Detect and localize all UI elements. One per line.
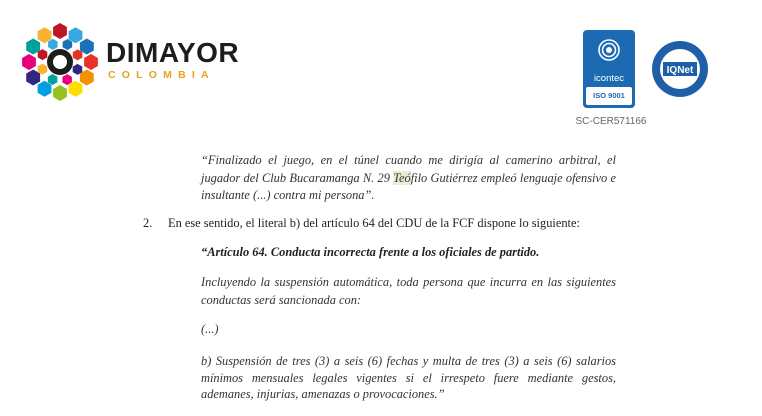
logo-hexagon (84, 54, 98, 70)
certificate-code: SC-CER571166 (575, 116, 647, 127)
icontec-ring-icon (597, 38, 621, 62)
document-header (0, 0, 762, 135)
quote-text-end: filo Gutiérrez empleó lenguaje ofensivo e insultante (...) contra mi persona”. (201, 170, 616, 202)
logo-hexagon (62, 74, 72, 85)
article-literal-b: b) Suspensión de tres (3) a seis (6) fechas y multa de tres (3) a seis (6) salarios mínimos mensuales legales vigentes si el irrespeto fuere mediante gestos, ademanes, injurias, amenazas o provocaciones.” (201, 354, 616, 401)
logo-hexagon (22, 54, 36, 70)
referee-report-quote (201, 152, 616, 205)
quote-text-start: “Finalizado el juego, en el túnel cuando me dirigía al camerino arbitral, el jugador del Club Bucaramanga N. 29 (201, 153, 616, 185)
logo-hexagon (48, 39, 58, 50)
iqnet-seal-icon (651, 40, 709, 98)
iso-label: ISO 9001 (586, 87, 632, 105)
logo-hexagon (63, 39, 73, 50)
highlighted-text: Teó (393, 170, 411, 185)
logo-hexagon (53, 23, 67, 39)
icontec-certification-badge (583, 30, 635, 108)
list-item-number: 2. (143, 216, 153, 230)
article-paragraph: Incluyendo la suspensión automática, toda persona que incurra en las siguientes conductas será sancionada con: (201, 275, 616, 307)
icontec-label: icontec (593, 73, 625, 84)
logo-hexagon (38, 81, 52, 97)
omission-marker: (...) (201, 322, 219, 336)
brand-subtitle: COLOMBIA (108, 69, 215, 81)
article-title: “Artículo 64. Conducta incorrecta frente a los oficiales de partido. (201, 245, 540, 259)
logo-hexagon (38, 27, 52, 43)
list-item-text: En ese sentido, el literal b) del artículo 64 del CDU de la FCF dispone lo siguiente: (168, 216, 580, 230)
logo-hexagon (69, 81, 83, 97)
logo-hexagon (69, 27, 83, 43)
dimayor-logo-icon (18, 20, 102, 104)
logo-hexagon (48, 74, 58, 85)
brand-name: DIMAYOR (106, 37, 240, 68)
logo-hexagon (53, 85, 67, 101)
iqnet-label: IQNet (666, 65, 694, 76)
